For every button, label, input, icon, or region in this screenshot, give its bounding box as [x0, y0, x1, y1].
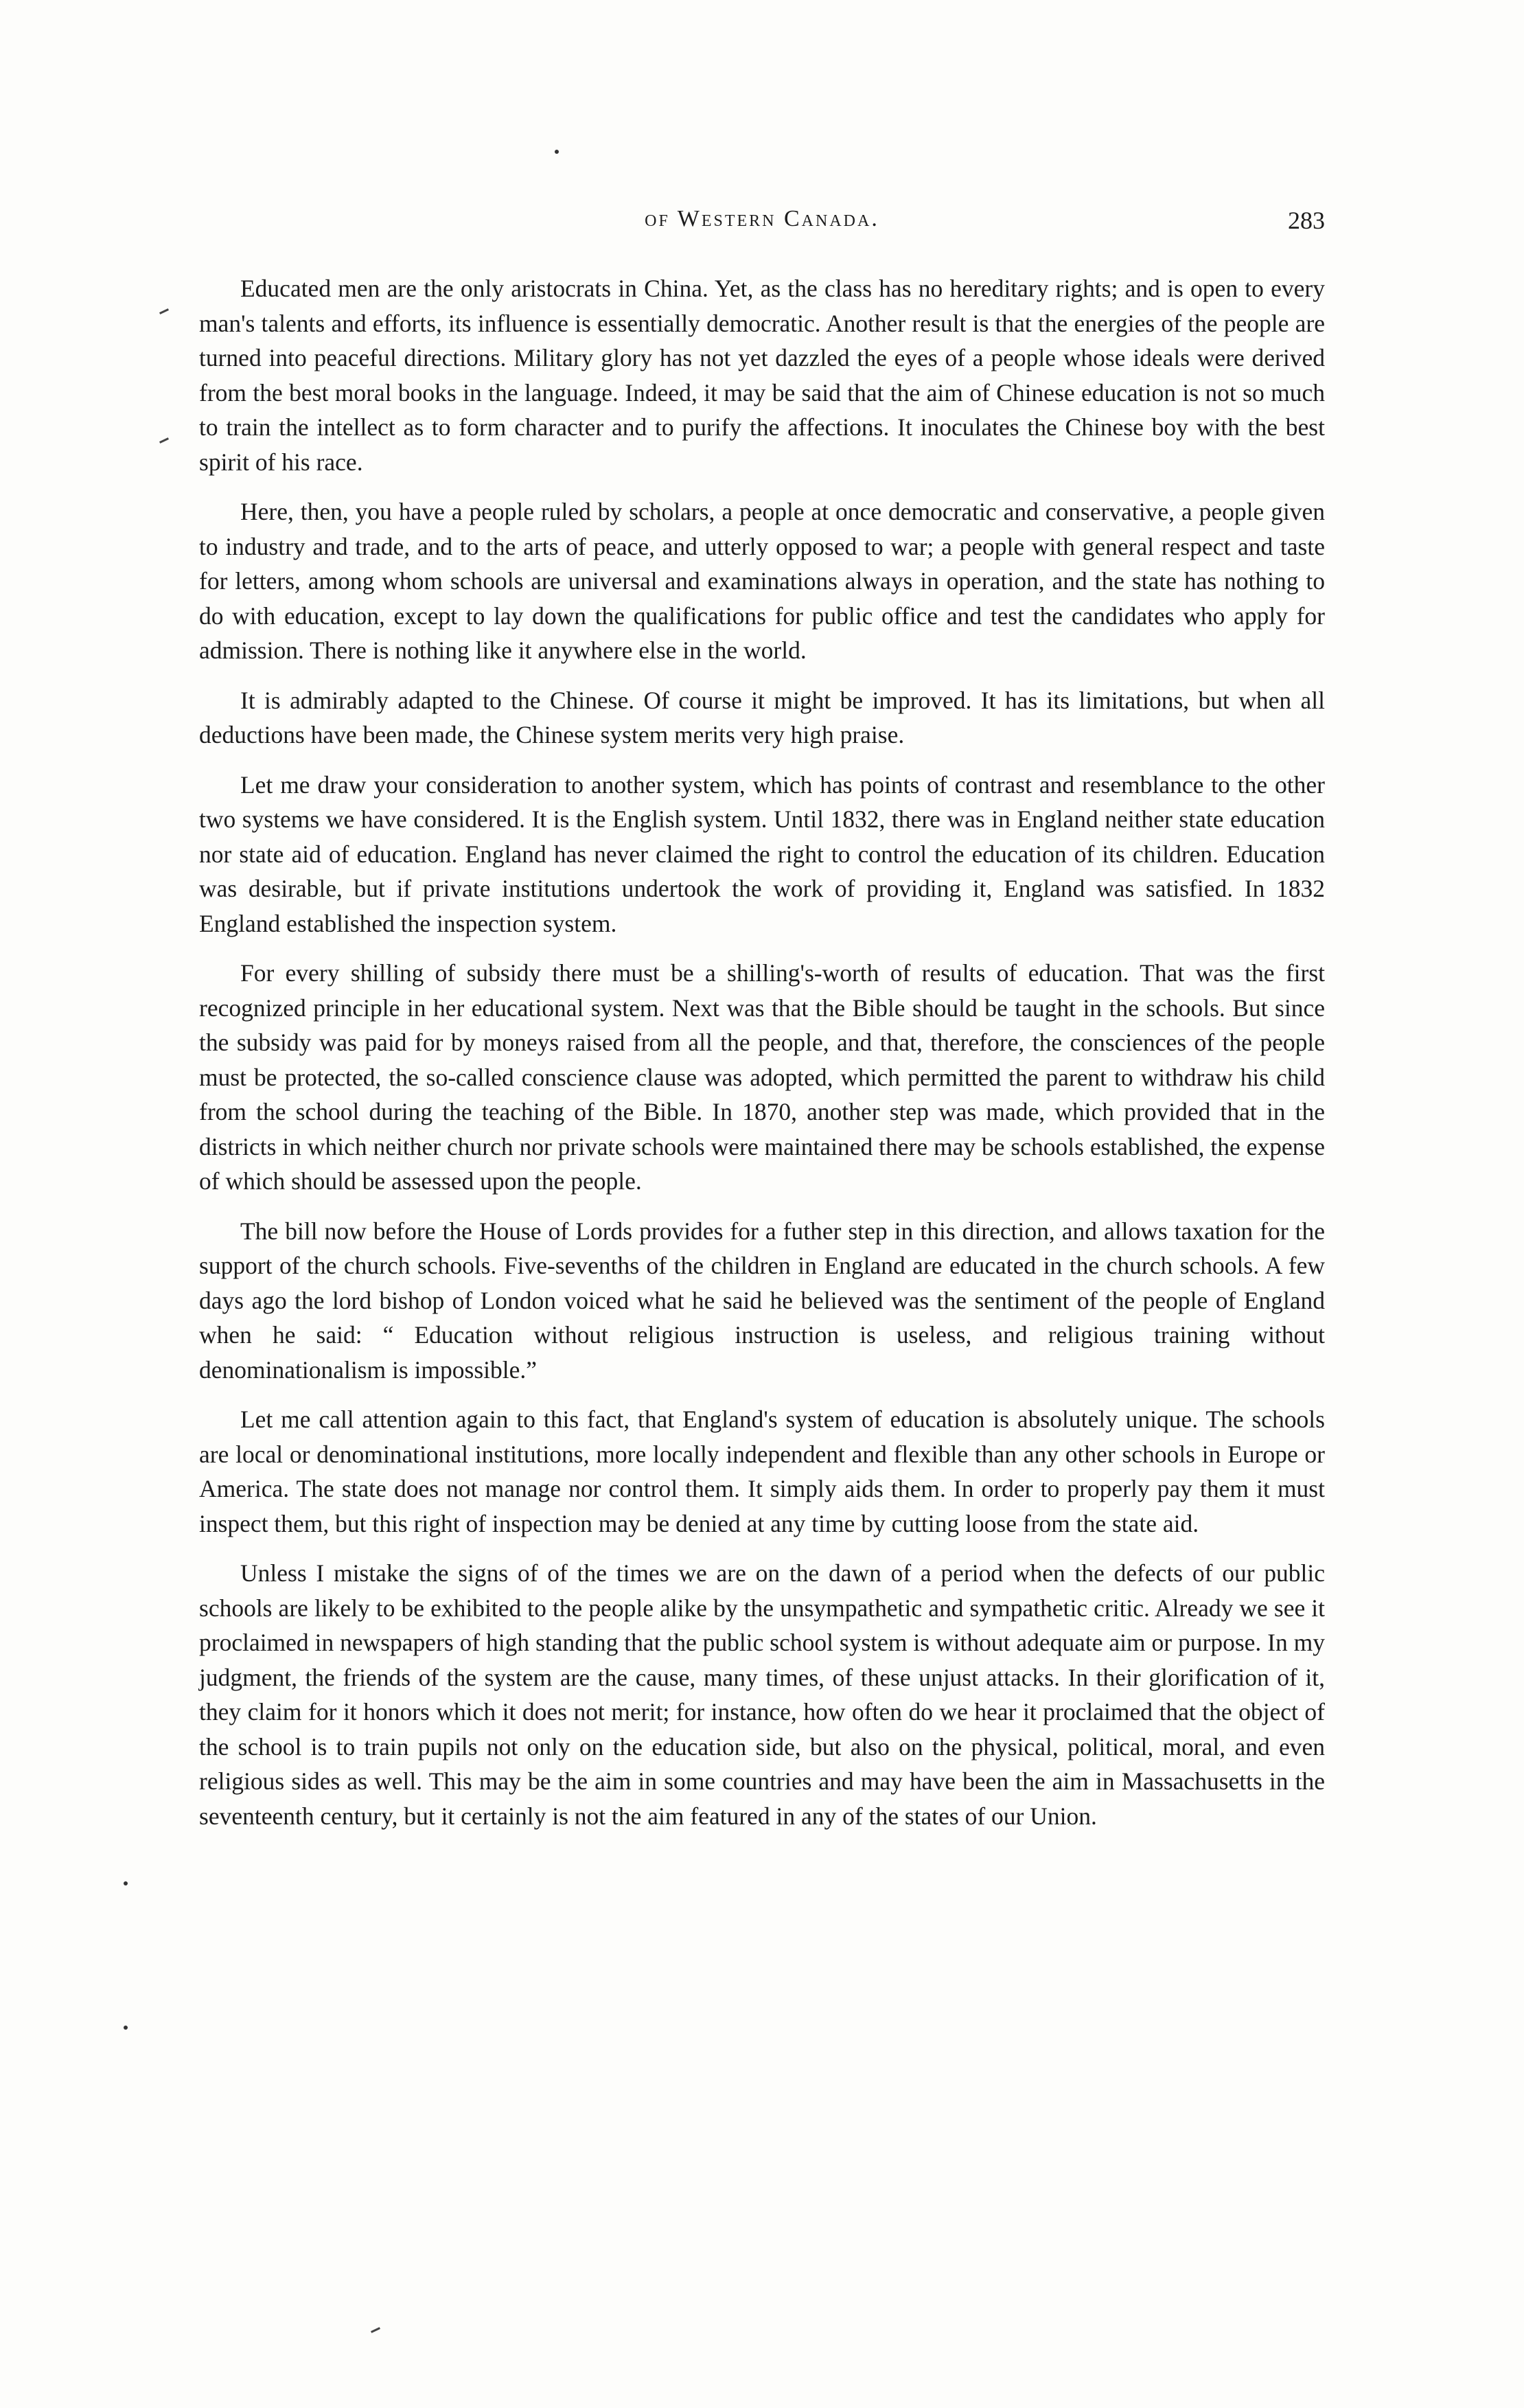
- paragraph-people-ruled-by-scholars: Here, then, you have a people ruled by scholars, a people at once democratic and conservative, a people given to industry and trade, and to the arts of peace, and utterly opposed to war; a people with general respect and taste for letters, among whom schools are universal and examinations always in operation, and the state has nothing to do with education, except to lay down the qualifications for public office and test the candidates who apply for admission. There is nothing like it anywhere else in the world.: [199, 498, 1325, 664]
- paragraph-shilling-of-subsidy: For every shilling of subsidy there must be a shilling's-worth of results of education. That was the first recognized principle in her educational system. Next was that the Bible should be taught in the schools. But since the subsidy was paid for by moneys raised from all the people, and that, therefore, the consciences of the people must be protected, the so-called conscience clause was adopted, which permitted the parent to withdraw his child from the school during the teaching of the Bible. In 1870, another step was made, which provided that in the districts in which neither church nor private schools were maintained there may be schools established, the expense of which should be assessed upon the people.: [199, 959, 1325, 1195]
- page-number: 283: [1288, 207, 1325, 234]
- body-text: [199, 271, 1325, 1848]
- margin-speck: [124, 1881, 128, 1885]
- margin-mark: [159, 437, 169, 444]
- paragraph-admirably-adapted: It is admirably adapted to the Chinese. Of course it might be improved. It has its limitations, but when all deductions have been made, the Chinese system merits very high praise.: [199, 686, 1325, 748]
- paragraph-chinese-aristocracy: Educated men are the only aristocrats in China. Yet, as the class has no hereditary rights; and is open to every man's talents and efforts, its influence is essentially democratic. Another result is that the energies of the people are turned into peaceful directions. Military glory has not yet dazzled the eyes of a people whose ideals were derived from the best moral books in the language. Indeed, it may be said that the aim of Chinese education is not so much to train the intellect as to form character and to purify the affections. It inoculates the Chinese boy with the best spirit of his race.: [199, 275, 1325, 476]
- paragraph-house-of-lords-bill: The bill now before the House of Lords provides for a futher step in this direction, and allows taxation for the support of the church schools. Five-sevenths of the children in England are educated in the church schools. A few days ago the lord bishop of London voiced what he said he believed was the sentiment of the people of England when he said: “ Education without religious instruction is useless, and religious training without denominationalism is impossible.”: [199, 1217, 1325, 1384]
- page-header: [199, 206, 1325, 247]
- margin-mark: [159, 308, 169, 314]
- running-head: of Western Canada.: [645, 206, 879, 231]
- paragraph-england-unique: Let me call attention again to this fact, that England's system of education is absolutely unique. The schools are local or denominational institutions, more locally independent and flexible than any other schools in Europe or America. The state does not manage nor control them. It simply aids them. In order to properly pay them it must inspect them, but this right of inspection may be denied at any time by cutting loose from the state aid.: [199, 1406, 1325, 1537]
- margin-mark: [371, 2327, 380, 2333]
- paragraph-public-school-defects: Unless I mistake the signs of of the times we are on the dawn of a period when the defects of our public schools are likely to be exhibited to the people alike by the unsympathetic and sympathetic critic. Already we see it proclaimed in newspapers of high standing that the public school system is without adequate aim or purpose. In my judgment, the friends of the system are the cause, many times, of these unjust attacks. In their glorification of it, they claim for it honors which it does not merit; for instance, how often do we hear it proclaimed that the object of the school is to train pupils not only on the education side, but also on the physical, political, moral, and even religious sides as well. This may be the aim in some countries and may have been the aim in Massachusetts in the seventeenth century, but it certainly is not the aim featured in any of the states of our Union.: [199, 1559, 1325, 1830]
- print-speck: [555, 150, 559, 154]
- margin-speck: [124, 2026, 128, 2030]
- paragraph-english-system: Let me draw your consideration to another system, which has points of contrast and resemblance to the other two systems we have considered. It is the English system. Until 1832, there was in England neither state education nor state aid of education. England has never claimed the right to control the education of its children. Education was desirable, but if private institutions undertook the work of providing it, England was satisfied. In 1832 England established the inspection system.: [199, 770, 1325, 937]
